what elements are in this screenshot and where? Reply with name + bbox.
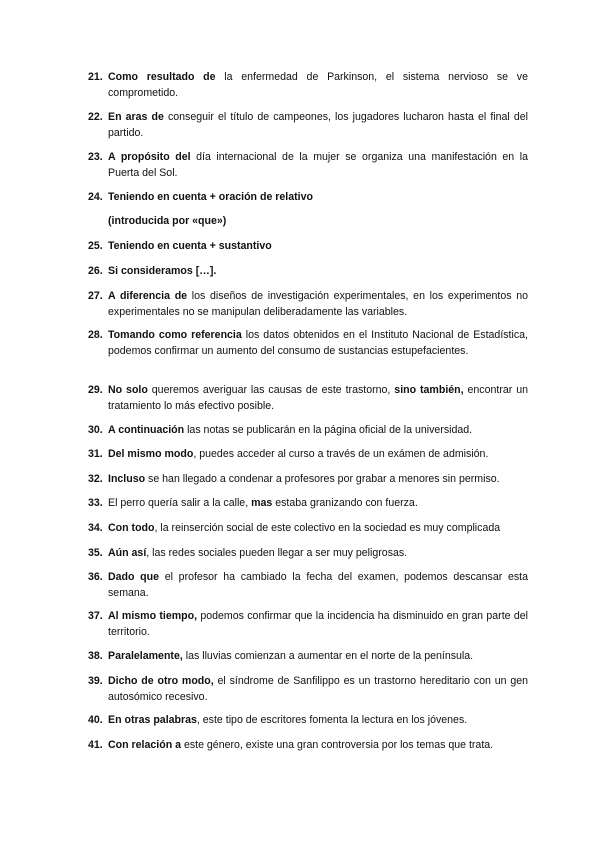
phrase-bold: Si consideramos […]. (108, 265, 217, 277)
list-item: 40. En otras palabras, este tipo de escritores fomenta la lectura en los jóvenes. (88, 714, 468, 726)
list-item: 41. Con relación a este género, existe una gran controversia por los temas que trata. (88, 739, 494, 751)
phrase-bold: Teniendo en cuenta + sustantivo (108, 240, 272, 252)
phrase-bold: mas (251, 497, 273, 509)
list-item: 32. Incluso se han llegado a condenar a profesores por grabar a menores sin permiso. (88, 473, 500, 485)
list-item: 25. Teniendo en cuenta + sustantivo (88, 240, 272, 252)
phrase-bold: En otras palabras (108, 714, 197, 726)
list-item: 36. Dado que el profesor ha cambiado la fecha del examen, podemos descansar esta semana. (88, 571, 528, 599)
list-item: 28. Tomando como referencia los datos obtenidos en el Instituto Nacional de Estadística, podemos confirmar un aumento del consumo de sustancias estupefacientes. (88, 329, 528, 357)
list-item: 24. Teniendo en cuenta + oración de relativo (88, 191, 313, 203)
phrase-bold: En aras de (108, 111, 164, 123)
list-item: 31. Del mismo modo, puedes acceder al curso a través de un exámen de admisión. (88, 448, 489, 460)
phrase-bold: Dado que (108, 571, 160, 583)
list-item: 34. Con todo, la reinserción social de este colectivo en la sociedad es muy complicada (88, 522, 501, 534)
list-item: 26. Si consideramos […]. (88, 265, 217, 277)
phrase-bold: Del mismo modo (108, 448, 194, 460)
phrase-bold: Aún así (108, 547, 147, 559)
phrase-bold: Dicho de otro modo, (108, 675, 214, 687)
list-item: 27. A diferencia de los diseños de investigación experimentales, en los experimentos no experimentales no se manipulan deliberadamente las variables. (88, 290, 528, 318)
phrase-bold: sino también, (394, 384, 464, 396)
phrase-bold: A diferencia de (108, 290, 188, 302)
list-item: 37. Al mismo tiempo, podemos confirmar que la incidencia ha disminuido en gran parte del territorio. (88, 610, 528, 638)
phrase-bold: A continuación (108, 424, 185, 436)
phrase-bold: Tomando como referencia (108, 329, 242, 341)
phrase-bold: Incluso (108, 473, 146, 485)
phrase-bold: A propósito del (108, 151, 191, 163)
phrase-bold: No solo (108, 384, 148, 396)
list-item-continuation: (introducida por «que») (108, 215, 227, 227)
phrase-bold: Paralelamente, (108, 650, 183, 662)
list-item: 30. A continuación las notas se publicarán en la página oficial de la universidad. (88, 424, 473, 436)
list-item: 38. Paralelamente, las lluvias comienzan a aumentar en el norte de la península. (88, 650, 474, 662)
list-item: 29. No solo queremos averiguar las causas de este trastorno, sino también, encontrar un tratamiento lo más efectivo posible. (88, 384, 528, 412)
list-item: 23. A propósito del día internacional de la mujer se organiza una manifestación en la Puerta del Sol. (88, 151, 528, 179)
list-item: 35. Aún así, las redes sociales pueden llegar a ser muy peligrosas. (88, 547, 408, 559)
list-item: 21. Como resultado de la enfermedad de Parkinson, el sistema nervioso se ve comprometido. (88, 71, 528, 99)
phrase-bold: Con todo (108, 522, 155, 534)
phrase-bold: Con relación a (108, 739, 181, 751)
phrase-bold: Como resultado de (108, 71, 216, 83)
phrase-bold: Teniendo en cuenta + oración de relativo (108, 191, 313, 203)
list-item: 22. En aras de conseguir el título de campeones, los jugadores lucharon hasta el final del partido. (88, 111, 528, 139)
list-item: 33. El perro quería salir a la calle, mas estaba granizando con fuerza. (88, 497, 418, 509)
phrase-bold: Al mismo tiempo, (108, 610, 198, 622)
list-item: 39. Dicho de otro modo, el síndrome de Sanfilippo es un trastorno hereditario con un gen autosómico recesivo. (88, 675, 529, 703)
